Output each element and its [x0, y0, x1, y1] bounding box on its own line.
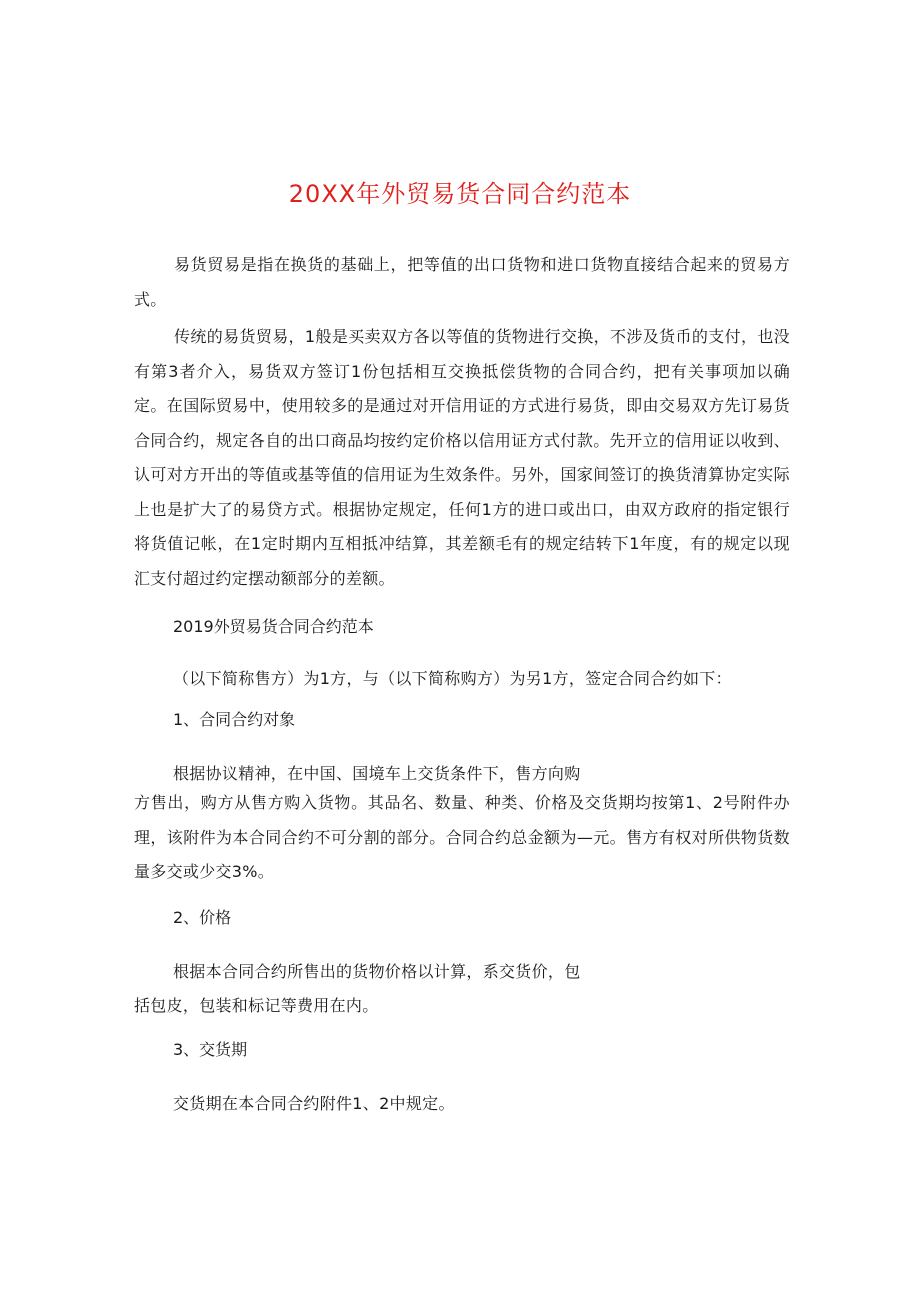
section-2-second-line: 括包皮，包装和标记等费用在内。 — [134, 996, 379, 1015]
document-title: 20XX年外贸易货合同合约范本 — [288, 180, 632, 208]
contract-subtitle: 2019外贸易货合同合约范本 — [173, 617, 374, 636]
section-1-body: 方售出，购方从售方购入货物。其品名、数量、种类、价格及交货期均按第1、2号附件办理，该附件为本合同合约不可分割的部分。合同合约总金额为—元。售方有权对所供物货数量多交或少交3%。 — [134, 793, 790, 881]
section-3-heading: 3、交货期 — [173, 1040, 248, 1059]
section-1-heading: 1、合同合约对象 — [173, 710, 296, 729]
section-1-first-line: 根据协议精神，在中国、国境车上交货条件下，售方向购 — [173, 764, 581, 783]
section-2-heading: 2、价格 — [173, 908, 232, 927]
section-3-body: 交货期在本合同合约附件1、2中规定。 — [173, 1094, 455, 1113]
intro-paragraph-2: 传统的易货贸易，1般是买卖双方各以等值的货物进行交换，不涉及货币的支付，也没有第3者介入，易货双方签订1份包括相互交换抵偿货物的合同合约，把有关事项加以确定。在国际贸易中，使用较多的是通过对开信用证的方式进行易货，即由交易双方先订易货合同合约，规定各自的出口商品均按约定价格以信用证方式付款。先开立的信用证以收到、认可对方开出的等值或基等值的信用证为生效条件。另外，国家间签订的换货清算协定实际上也是扩大了的易贷方式。根据协定规定，任何1方的进口或出口，由双方政府的指定银行将货值记帐，在1定时期内互相抵冲结算，其差额毛有的规定结转下1年度，有的规定以现汇支付超过约定摆动额部分的差额。 — [134, 327, 790, 588]
intro-paragraph-1: 易货贸易是指在换货的基础上，把等值的出口货物和进口货物直接结合起来的贸易方式。 — [134, 255, 790, 309]
parties-statement: （以下简称售方）为1方，与（以下简称购方）为另1方，签定合同合约如下： — [173, 669, 732, 688]
section-2-first-line: 根据本合同合约所售出的货物价格以计算，系交货价，包 — [173, 962, 581, 981]
